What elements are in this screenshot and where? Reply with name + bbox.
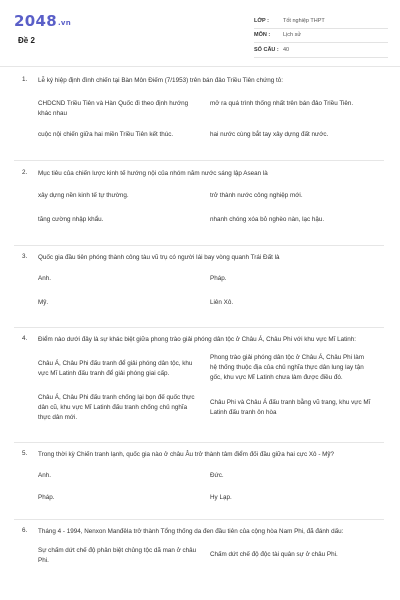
- answer-option[interactable]: Hy Lạp.: [210, 494, 232, 501]
- meta-class-row: [254, 14, 388, 29]
- meta-key: MÔN :: [254, 32, 271, 39]
- question-6: [0, 527, 400, 566]
- exam-meta: [254, 14, 388, 58]
- answer-option[interactable]: Pháp.: [210, 275, 227, 282]
- question-number: 1.: [22, 76, 28, 83]
- answer-option[interactable]: Anh.: [38, 472, 51, 479]
- question-divider: [14, 245, 384, 246]
- question-text: Lễ ký hiệp định đình chiến tại Bàn Môn Điếm (7/1953) trên bán đảo Triều Tiên chứng tỏ:: [38, 77, 284, 84]
- answer-option[interactable]: Châu Á, Châu Phi đấu tranh để giải phóng dân tộc, khu vực Mĩ Latinh đấu tranh để giải phóng giai cấp.: [38, 360, 193, 377]
- question-number: 2.: [22, 169, 28, 176]
- answer-options: [38, 353, 400, 423]
- answer-option[interactable]: Mỹ.: [38, 299, 49, 306]
- question-number: 4.: [22, 335, 28, 342]
- answer-option[interactable]: xây dựng nền kinh tế tự thường.: [38, 192, 129, 199]
- question-4: [0, 335, 400, 423]
- question-2: [0, 169, 400, 225]
- question-list: [0, 76, 400, 566]
- answer-option[interactable]: nhanh chóng xóa bỏ nghèo nàn, lạc hậu.: [210, 216, 325, 223]
- exam-title: Đề 2: [18, 36, 35, 45]
- answer-option[interactable]: Phong trào giải phóng dân tộc ở Châu Á, Châu Phi làm hệ thống thuộc địa của chủ nghĩa thực dân lung lay tận gốc, khu vực Mĩ Latinh chưa làm được điều đó.: [210, 354, 364, 381]
- answer-options: [38, 471, 400, 503]
- answer-option[interactable]: Chấm dứt chế độ độc tài quân sự ở châu Phi.: [210, 551, 338, 558]
- answer-option[interactable]: Pháp.: [38, 494, 55, 501]
- question-number: 6.: [22, 527, 28, 534]
- meta-count-row: [254, 43, 388, 58]
- answer-options: [38, 546, 400, 566]
- question-number: 5.: [22, 450, 28, 457]
- logo-text: 2048: [14, 12, 57, 30]
- question-text: Mục tiêu của chiến lược kinh tế hướng nội của nhóm năm nước sáng lập Asean là: [38, 170, 268, 177]
- page-header: [0, 0, 400, 60]
- answer-option[interactable]: mở ra quá trình thống nhất trên bán đảo Triều Tiên.: [210, 100, 354, 107]
- question-divider: [14, 519, 384, 520]
- question-text: Điểm nào dưới đây là sự khác biệt giữa phong trào giải phóng dân tộc ở Châu Á, Châu Phi với khu vực Mĩ Latinh:: [38, 336, 357, 343]
- question-divider: [14, 327, 384, 328]
- question-number: 3.: [22, 253, 28, 260]
- meta-value: Lịch sử: [283, 32, 302, 39]
- question-divider: [14, 442, 384, 443]
- logo-suffix: .vn: [57, 19, 72, 27]
- answer-option[interactable]: CHDCND Triều Tiên và Hàn Quốc đi theo định hướng khác nhau: [38, 100, 189, 117]
- answer-option[interactable]: Châu Á, Châu Phi đấu tranh chống lại bọn đế quốc thực dân cũ, khu vực Mĩ Latinh đấu tranh chống chủ nghĩa thực dân mới.: [38, 394, 195, 421]
- question-text: Tháng 4 - 1994, Nenxon Manđêla trở thành Tổng thống da đen đầu tiên của cộng hòa Nam Phi, đã đánh dấu:: [38, 528, 344, 535]
- meta-subject-row: [254, 29, 388, 44]
- answer-options: [38, 274, 400, 308]
- header-divider: [0, 66, 400, 67]
- answer-options: [38, 191, 400, 225]
- answer-option[interactable]: cuộc nội chiến giữa hai miền Triều Tiên kết thúc.: [38, 131, 174, 138]
- question-1: [0, 76, 400, 140]
- answer-option[interactable]: Liên Xô.: [210, 299, 234, 306]
- answer-options: [38, 99, 400, 140]
- question-text: Trong thời kỳ Chiến tranh lạnh, quốc gia nào ở châu Âu trở thành tâm điểm đối đầu giữa hai cực Xô - Mỹ?: [38, 451, 335, 458]
- answer-option[interactable]: Sự chấm dứt chế độ phân biệt chủng tộc dã man ở châu Phi.: [38, 547, 197, 564]
- meta-value: Tốt nghiệp THPT: [283, 17, 325, 24]
- question-text: Quốc gia đầu tiên phóng thành công tàu vũ trụ có người lái bay vòng quanh Trái Đất là: [38, 254, 280, 261]
- meta-key: LỚP :: [254, 17, 269, 24]
- meta-key: SỐ CÂU :: [254, 46, 279, 53]
- answer-option[interactable]: Đức.: [210, 472, 224, 479]
- meta-value: 40: [283, 46, 290, 53]
- site-logo[interactable]: [14, 12, 71, 30]
- answer-option[interactable]: Châu Phi và Châu Á đấu tranh bằng vũ trang, khu vực Mĩ Latinh đấu tranh ôn hòa: [210, 399, 371, 416]
- answer-option[interactable]: hai nước cùng bắt tay xây dựng đất nước.: [210, 131, 329, 138]
- answer-option[interactable]: tăng cường nhập khẩu.: [38, 216, 104, 223]
- question-divider: [14, 160, 384, 161]
- answer-option[interactable]: Anh.: [38, 275, 51, 282]
- question-5: [0, 450, 400, 503]
- answer-option[interactable]: trở thành nước công nghiệp mới.: [210, 192, 303, 199]
- question-3: [0, 253, 400, 308]
